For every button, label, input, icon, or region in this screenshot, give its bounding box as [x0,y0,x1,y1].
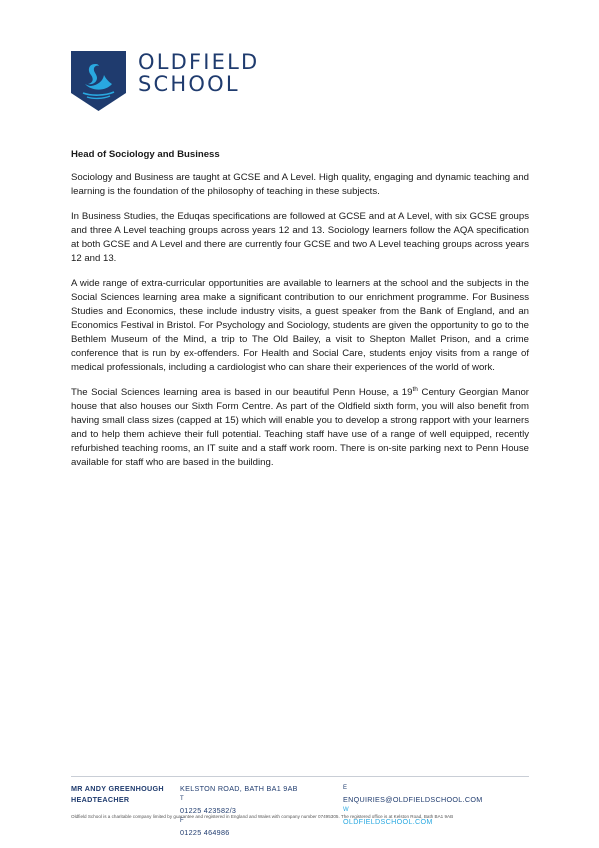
email-address[interactable]: ENQUIRIES@OLDFIELDSCHOOL.COM [343,795,483,804]
contact-block [180,783,298,838]
online-block [343,783,483,827]
ordinal-suffix: th [412,385,418,393]
headteacher-block [71,783,164,805]
headteacher-role: HEADTEACHER [71,795,130,804]
paragraph-4 [71,386,529,470]
paragraph-3: A wide range of extra-curricular opportunities are available to learners at the school and the subjects in the Social Sciences learning area make a significant contribution to our enrichment programme. For Business Studies and Economics, these include industry visits, a guest speaker from the Bank of England, and an Economics Festival in Bristol. For Psychology and Sociology, students are given the opportunity to go to the Bethlem Museum of the Mind, a trip to The Old Bailey, a visit to Shepton Mallet Prison, and a crime conference that is run by ex-offenders. For Health and Social Care, students enjoy visits from a range of medical professionals, including a cardiologist who can share their experiences of the world of work. [71,278,529,373]
email-line [343,783,483,805]
fax-prefix: F [180,818,184,824]
paragraph-1: Sociology and Business are taught at GCSE and A Level. High quality, engaging and dynamic teaching and learning is the foundation of the philosophy of teaching in these subjects. [71,172,529,197]
school-name-line1: OLDFIELD [138,50,260,74]
document-body [71,148,529,481]
document-heading: Head of Sociology and Business [71,149,220,160]
website-link[interactable]: OLDFIELDSCHOOL.COM [343,817,433,826]
headteacher-name: MR ANDY GREENHOUGH [71,784,164,793]
school-name-line2: SCHOOL [138,72,240,96]
phone-number: 01225 423582/3 [180,806,237,815]
email-prefix: E [343,785,348,791]
school-name [138,51,259,95]
paragraph-4-end: Century Georgian Manor house that also houses our Sixth Form Centre. As part of the Oldfield sixth form, you will also benefit from having small class sizes (capped at 15) which will enable you to develop a strong rapport with your learners and to help them achieve their full potential. Teaching staff have use of a range of well equipped, recently refurbished teaching rooms, an IT suite and a staff work room. There is on-site parking next to Penn House available for staff who are based in the building. [71,387,530,468]
paragraph-2: In Business Studies, the Eduqas specifications are followed at GCSE and at A Level, with six GCSE groups and three A Level teaching groups across years 12 and 13. Sociology learners follow the AQA specification at both GCSE and A Level and there are currently four GCSE and two A Level teaching groups across years 12 and 13. [71,211,529,264]
legal-notice: Oldfield School is a charitable company limited by guarantee and registered in England and Wales with company number 07495305. The registered office is at Kelston Road, Bath BA1 9AB [71,814,454,819]
school-address: KELSTON ROAD, BATH BA1 9AB [180,784,298,793]
swan-shield-icon [71,51,126,111]
school-logo [71,51,259,111]
paragraph-4-start: The Social Sciences learning area is based in our beautiful Penn House, a 19 [71,387,413,398]
phone-prefix: T [180,796,184,802]
footer-divider [71,776,529,777]
fax-number: 01225 464986 [180,828,230,837]
web-prefix: W [343,807,349,813]
